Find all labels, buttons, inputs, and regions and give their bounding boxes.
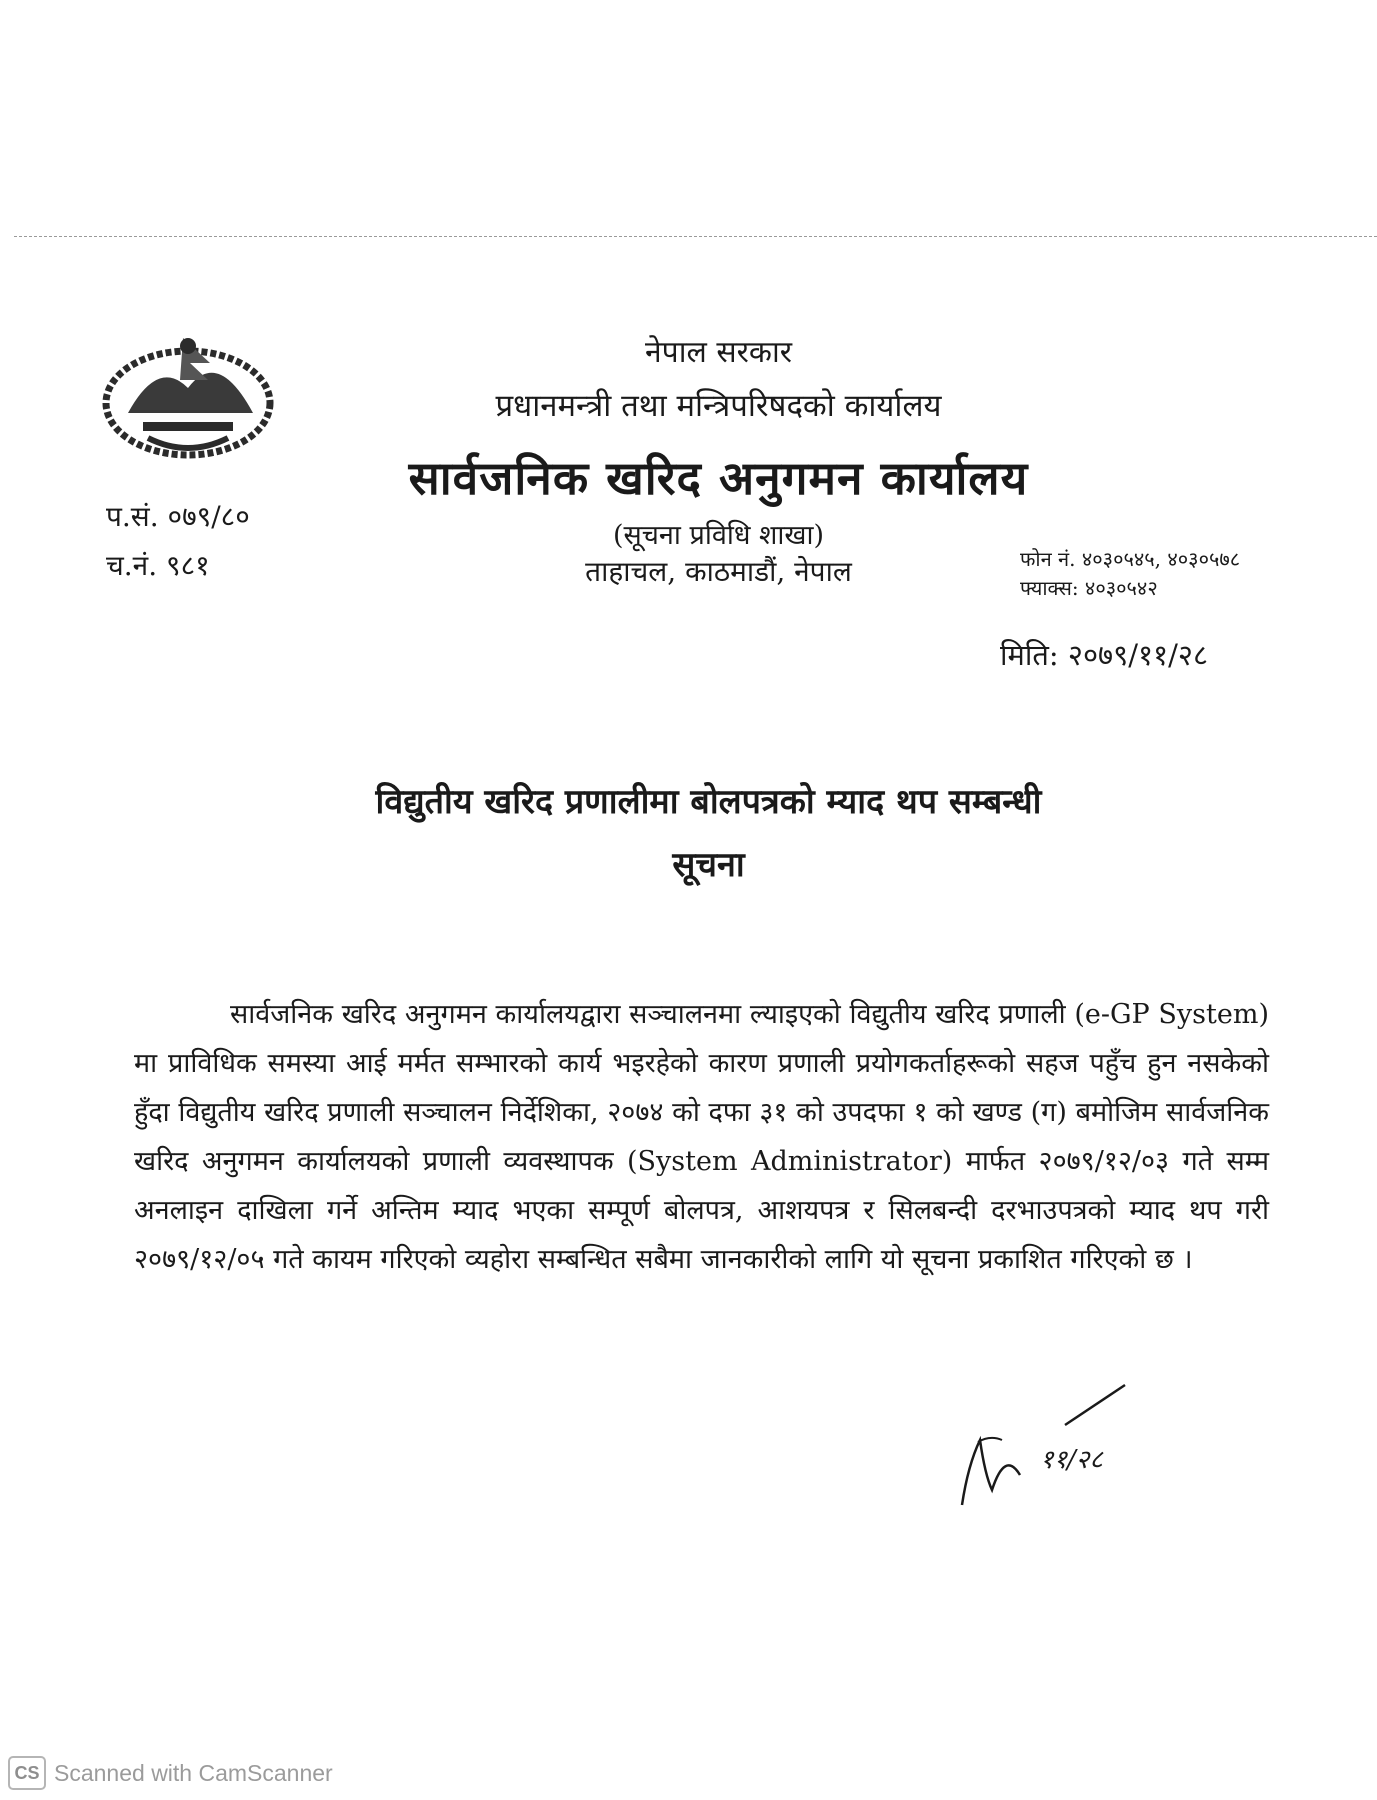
camscanner-logo-icon: CS xyxy=(8,1756,46,1790)
branch-name: (सूचना प्रविधि शाखा) xyxy=(612,520,824,551)
notice-body: सार्वजनिक खरिद अनुगमन कार्यालयद्वारा सञ्चालनमा ल्याइएको विद्युतीय खरिद प्रणाली (e-GP System) मा प्राविधिक समस्या आई मर्मत सम्भारको कार्य भइरहेको कारण प्रणाली प्रयोगकर्ताहरूको सहज पहुँच हुन नसकेको हुँदा विद्युतीय खरिद प्रणाली सञ्चालन निर्देशिका, २०७४ को दफा ३१ को उपदफा १ को खण्ड (ग) बमोजिम सार्वजनिक खरिद अनुगमन कार्यालयको प्रणाली व्यवस्थापक (System Administrator) मार्फत २०७९/१२/०३ गते सम्म अनलाइन दाखिला गर्ने अन्तिम म्याद भएका सम्पूर्ण बोलपत्र, आशयपत्र र सिलबन्दी दरभाउपत्रको म्याद थप गरी २०७९/१२/०५ गते कायम गरिएको व्यहोरा सम्बन्धित सबैमा जानकारीको लागि यो सूचना प्रकाशित गरिएको छ । xyxy=(134,999,1269,1275)
phone-number: फोन नं. ४०३०५४५, ४०३०५७८ xyxy=(1020,547,1241,571)
top-divider xyxy=(14,236,1377,237)
office-name: सार्वजनिक खरिद अनुगमन कार्यालय xyxy=(408,451,1029,505)
notice-date: मिति: २०७९/११/२८ xyxy=(1000,638,1209,672)
notice-title: विद्युतीय खरिद प्रणालीमा बोलपत्रको म्याद थप सम्बन्धी xyxy=(375,782,1042,822)
office-address: ताहाचल, काठमाडौं, नेपाल xyxy=(585,555,852,588)
signature-date: ११/२८ xyxy=(1040,1445,1103,1475)
watermark-text: Scanned with CamScanner xyxy=(54,1759,333,1786)
dispatch-number: च.नं. ९८१ xyxy=(106,549,210,582)
scanner-watermark xyxy=(8,1755,333,1791)
government-name: नेपाल सरकार xyxy=(645,335,792,370)
reference-number: प.सं. ०७९/८० xyxy=(106,500,250,533)
notice-title-sub: सूचना xyxy=(672,845,745,885)
ministry-name: प्रधानमन्त्री तथा मन्त्रिपरिषदको कार्यालय xyxy=(495,388,942,424)
fax-number: फ्याक्स: ४०३०५४२ xyxy=(1020,576,1158,600)
